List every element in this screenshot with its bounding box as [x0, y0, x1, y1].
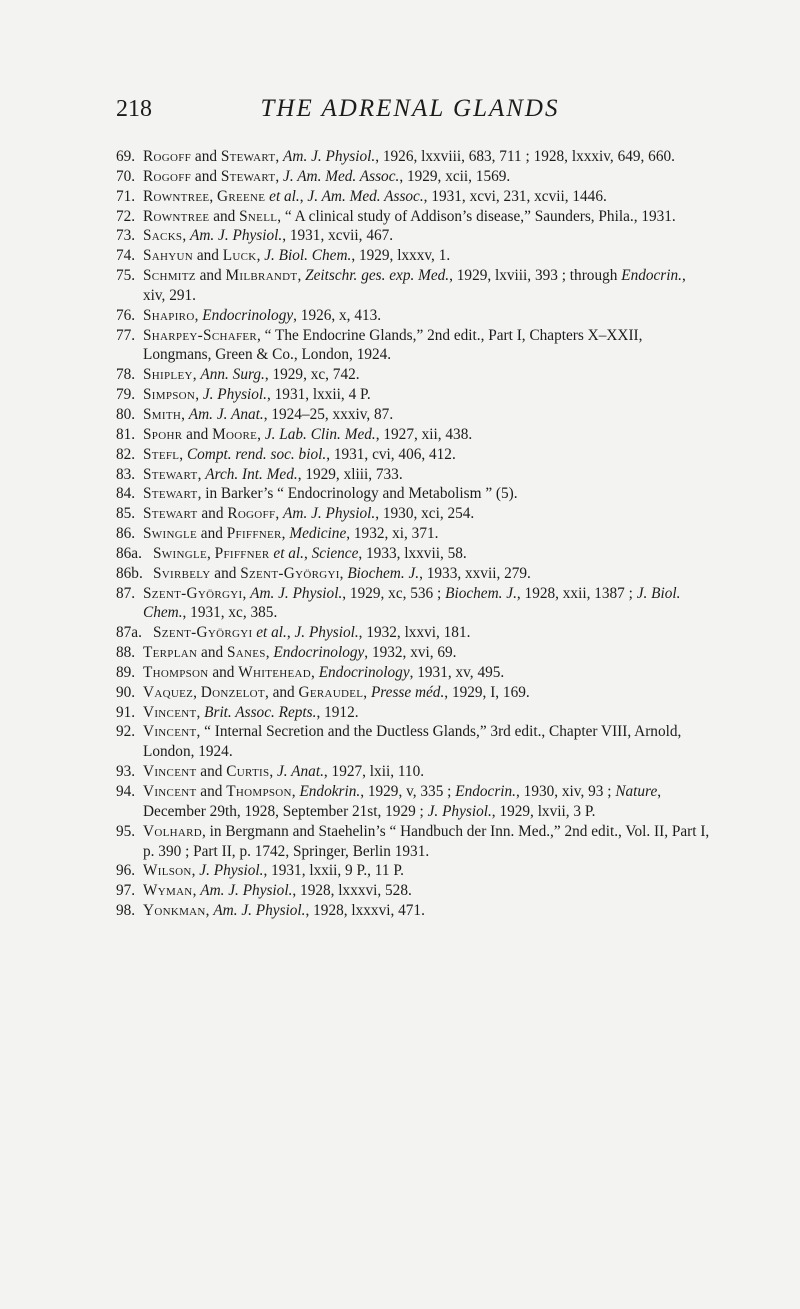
citation-text: , [297, 267, 306, 285]
reference-entry [116, 524, 711, 544]
author-name: Wilson [143, 862, 192, 880]
reference-number: 87. [116, 584, 136, 602]
reference-number: 83. [116, 465, 136, 483]
reference-number: 81. [116, 425, 136, 443]
citation-text: , [256, 247, 265, 265]
citation-text: and [195, 267, 226, 285]
reference-text [143, 703, 711, 723]
journal-title: Endocrin. [621, 267, 682, 285]
citation-text: , 1929, lxvii, 3 P. [491, 802, 596, 820]
reference-entry [116, 326, 711, 366]
author-name: Greene [217, 187, 266, 205]
citation-text: , [242, 584, 251, 602]
reference-text [143, 187, 711, 207]
citation-text: , 1931, xv, 495. [409, 663, 505, 681]
reference-number: 91. [116, 703, 136, 721]
author-name: Stewart [143, 485, 198, 503]
author-name: Szent-Györgyi [143, 584, 243, 602]
citation-text: and [193, 247, 223, 265]
author-name: Snell [239, 207, 278, 225]
reference-text [153, 544, 711, 564]
reference-entry [116, 246, 711, 266]
reference-number: 82. [116, 445, 136, 463]
citation-text: and [196, 525, 227, 543]
reference-number: 89. [116, 663, 136, 681]
author-name: Milbrandt [225, 267, 298, 285]
reference-entry [116, 584, 711, 624]
journal-title: Am. J. Physiol. [213, 902, 306, 920]
author-name: Rogoff [143, 167, 192, 185]
author-name: Swingle [153, 544, 207, 562]
author-name: Luck [222, 247, 257, 265]
journal-title: J. Physiol. [199, 862, 264, 880]
author-name: Vincent [143, 783, 197, 800]
reference-entry [116, 425, 711, 445]
author-name: Curtis [226, 763, 270, 781]
reference-entry [116, 703, 711, 723]
author-name: Spohr [143, 425, 183, 443]
reference-entry [116, 207, 711, 227]
journal-title: Presse méd. [370, 683, 445, 701]
author-name: Swingle [143, 525, 197, 543]
citation-text: , [265, 644, 274, 662]
reference-text [143, 484, 711, 504]
reference-number: 90. [116, 683, 136, 701]
reference-entry [116, 623, 711, 643]
reference-text [143, 226, 711, 246]
author-name: Stewart [220, 148, 276, 165]
reference-text [143, 584, 711, 624]
reference-entry [116, 167, 711, 187]
reference-entry [116, 365, 711, 385]
citation-text: , 1929, xcii, 1569. [399, 167, 511, 185]
citation-text: and [197, 644, 227, 662]
reference-number: 78. [116, 366, 136, 384]
citation-text: , [286, 624, 295, 642]
reference-entry [116, 722, 711, 762]
journal-title: Compt. rend. soc. biol. [186, 445, 327, 463]
author-name: Pfiffner [226, 525, 282, 543]
author-name: Shipley [143, 366, 193, 384]
citation-text: , in Barker’s “ Endocrinology and Metabolism ” (5). [197, 485, 518, 503]
author-name: Schmitz [143, 267, 196, 285]
reference-number: 84. [116, 485, 136, 503]
journal-title: et al. [256, 624, 287, 642]
page-header [116, 92, 704, 126]
author-name: Vincent [143, 723, 197, 741]
journal-title: et al. [273, 544, 304, 562]
journal-title: Endocrinology [273, 644, 365, 662]
author-name: Donzelot [200, 683, 265, 701]
citation-text: , [191, 862, 200, 880]
reference-number: 92. [116, 723, 136, 741]
citation-text: , in Bergmann and Staehelin’s “ Handbuch der Inn. Med.,” 2nd edit., Vol. II, Part I, p. 390 ; Part II, p. 1742, Springer, Berlin 1931. [143, 822, 710, 860]
citation-text: , “ Internal Secretion and the Ductless Glands,” 3rd edit., Chapter VIII, Arnold, London, 1924. [143, 723, 682, 761]
author-name: Thompson [226, 783, 292, 800]
citation-text: , 1931, xcvii, 467. [282, 227, 394, 245]
reference-number: 96. [116, 862, 136, 880]
journal-title: Biochem. J. [347, 564, 420, 582]
author-name: Rogoff [227, 505, 276, 523]
reference-text [143, 207, 711, 227]
author-name: Sahyun [143, 247, 194, 265]
citation-text: , [192, 366, 201, 384]
citation-text: , “ The Endocrine Glands,” 2nd edit., Part I, Chapters X–XXII, Longmans, Green & Co., London, 1924. [143, 326, 643, 364]
citation-text: and [209, 207, 240, 225]
citation-text: , [363, 683, 371, 701]
journal-title: Am. J. Physiol. [200, 882, 293, 900]
citation-text: and [191, 167, 221, 185]
author-name: Vincent [143, 703, 197, 721]
reference-entry [116, 881, 711, 901]
reference-entry [116, 544, 711, 564]
journal-title: Am. J. Anat. [188, 405, 264, 423]
reference-number: 76. [116, 306, 136, 324]
reference-text [143, 425, 711, 445]
journal-title: Zeitschr. ges. exp. Med. [305, 267, 450, 285]
reference-number: 88. [116, 644, 136, 662]
reference-text [143, 306, 711, 326]
citation-text: , [179, 445, 187, 463]
citation-text: , [195, 386, 203, 404]
reference-entry [116, 861, 711, 881]
reference-number: 72. [116, 207, 136, 225]
journal-title: Am. J. Physiol. [250, 584, 343, 602]
citation-text: , 1931, lxxii, 4 P. [267, 386, 371, 404]
reference-entry [116, 663, 711, 683]
citation-text: , [182, 227, 191, 245]
reference-number: 70. [116, 167, 136, 185]
citation-text: , 1929, xc, 742. [264, 366, 360, 384]
citation-text: , 1930, xiv, 93 ; [516, 783, 616, 800]
citation-text: , 1928, lxxxvi, 528. [292, 882, 412, 900]
author-name: Rowntree [143, 187, 210, 205]
journal-title: J. Physiol. [202, 386, 267, 404]
reference-number: 97. [116, 882, 136, 900]
reference-text [143, 365, 711, 385]
journal-title: Ann. Surg. [200, 366, 265, 384]
citation-text: , 1924–25, xxxiv, 87. [263, 405, 394, 423]
author-name: Geraudel [298, 683, 364, 701]
citation-text: , 1932, xvi, 69. [364, 644, 457, 662]
reference-number: 80. [116, 405, 136, 423]
citation-text: , [299, 187, 308, 205]
citation-text: , 1933, lxxvii, 58. [358, 544, 467, 562]
citation-text: , 1928, xxii, 1387 ; [516, 584, 637, 602]
citation-text: , 1931, lxxii, 9 P., 11 P. [263, 862, 404, 880]
citation-text: , [193, 683, 201, 701]
citation-text: , [209, 187, 218, 205]
journal-title: J. Anat. [277, 763, 324, 781]
journal-title: J. Physiol. [427, 802, 492, 820]
citation-text: , 1929, xliii, 733. [297, 465, 403, 483]
citation-text: , [205, 902, 214, 920]
citation-text: , 1929, lxviii, 393 ; through [449, 267, 622, 285]
citation-text: , [194, 306, 203, 324]
reference-entry [116, 564, 711, 584]
citation-text: , 1932, lxxvi, 181. [358, 624, 471, 642]
citation-text: and [182, 425, 213, 443]
reference-text [143, 326, 711, 366]
reference-entry [116, 306, 711, 326]
reference-number: 87a. [116, 624, 142, 642]
reference-entry [116, 683, 711, 703]
reference-entry [116, 187, 711, 207]
journal-title: Endokrin. [299, 783, 361, 800]
author-name: Vaquez [143, 683, 194, 701]
citation-text: , 1930, xci, 254. [375, 505, 475, 523]
citation-text: , 1931, xc, 385. [182, 604, 278, 622]
reference-entry [116, 504, 711, 524]
citation-text: , [275, 167, 284, 185]
citation-text: and [191, 148, 221, 165]
author-name: Rogoff [143, 148, 192, 165]
reference-entry [116, 385, 711, 405]
reference-text [143, 524, 711, 544]
citation-text: , [269, 763, 278, 781]
author-name: Volhard [143, 822, 202, 840]
author-name: Yonkman [143, 902, 206, 920]
journal-title: J. Biol. Chem. [264, 247, 352, 265]
reference-number: 77. [116, 326, 136, 344]
reference-entry [116, 147, 711, 167]
reference-entry [116, 266, 711, 306]
author-name: Smith [143, 405, 182, 423]
citation-text: , [275, 505, 284, 523]
author-name: Wyman [143, 882, 193, 900]
author-name: Pfiffner [214, 544, 270, 562]
citation-text: , 1926, lxxviii, 683, 711 ; 1928, lxxxiv, 649, 660. [375, 148, 675, 165]
running-title: THE ADRENAL GLANDS [260, 95, 560, 122]
reference-text [143, 643, 711, 663]
citation-text: , [192, 882, 201, 900]
author-name: Whitehead [238, 663, 312, 681]
reference-text [143, 762, 711, 782]
reference-text [143, 147, 711, 167]
reference-entry [116, 484, 711, 504]
author-name: Thompson [143, 663, 209, 681]
reference-text [143, 683, 711, 703]
citation-text: , 1927, xii, 438. [375, 425, 473, 443]
author-name: Terplan [143, 644, 198, 662]
citation-text: , [339, 564, 348, 582]
journal-title: J. Physiol. [294, 624, 359, 642]
reference-number: 75. [116, 267, 136, 285]
reference-entry [116, 405, 711, 425]
citation-text: , 1912. [316, 703, 359, 721]
author-name: Sacks [143, 227, 183, 245]
author-name: Szent-Györgyi [153, 624, 253, 642]
reference-entry [116, 445, 711, 465]
reference-text [143, 405, 711, 425]
reference-number: 94. [116, 783, 136, 800]
author-name: Rowntree [143, 207, 210, 225]
reference-text [153, 564, 711, 584]
reference-text [143, 385, 711, 405]
journal-title: Endocrinology [202, 306, 294, 324]
reference-entry [116, 782, 711, 822]
reference-text [143, 167, 711, 187]
citation-text: , [311, 663, 319, 681]
reference-text [143, 246, 711, 266]
journal-title: J. Am. Med. Assoc. [283, 167, 400, 185]
reference-text [143, 465, 711, 485]
journal-title: Biochem. J. [445, 584, 517, 602]
citation-text: , 1929, lxxxv, 1. [351, 247, 451, 265]
reference-number: 86b. [116, 564, 143, 582]
reference-number: 69. [116, 148, 136, 165]
author-name: Stewart [143, 465, 198, 483]
citation-text: , 1927, lxii, 110. [323, 763, 425, 781]
reference-text [143, 504, 711, 524]
author-name: Sanes [226, 644, 266, 662]
reference-entry [116, 465, 711, 485]
reference-text [153, 623, 711, 643]
reference-number: 98. [116, 902, 136, 920]
journal-title: Nature [615, 783, 658, 800]
citation-text: , [281, 525, 290, 543]
journal-title: Am. J. Physiol. [283, 148, 376, 165]
journal-title: Am. J. Physiol. [283, 505, 376, 523]
citation-text: , “ A clinical study of Addison’s disease,” Saunders, Phila., 1931. [277, 207, 676, 225]
reference-text [143, 881, 711, 901]
reference-number: 79. [116, 386, 136, 404]
reference-number: 85. [116, 505, 136, 523]
journal-title: J. Lab. Clin. Med. [264, 425, 376, 443]
reference-text [143, 861, 711, 881]
reference-entry [116, 226, 711, 246]
journal-title: Science [311, 544, 359, 562]
journal-title: Medicine [289, 525, 347, 543]
journal-title: Am. J. Physiol. [190, 227, 283, 245]
citation-text: , 1931, xcvi, 231, xcvii, 1446. [423, 187, 607, 205]
reference-number: 95. [116, 822, 136, 840]
journal-title: J. Biol. Chem. [143, 584, 681, 622]
citation-text: , [197, 465, 206, 483]
author-name: Stefl [143, 445, 180, 463]
reference-text [143, 663, 711, 683]
reference-entry [116, 901, 711, 921]
reference-number: 86a. [116, 544, 142, 562]
reference-entry [116, 762, 711, 782]
reference-number: 93. [116, 763, 136, 781]
citation-text: , 1929, v, 335 ; [360, 783, 456, 800]
citation-text: and [196, 763, 227, 781]
citation-text: , [275, 148, 284, 165]
reference-text [143, 782, 711, 822]
citation-text: , 1928, lxxxvi, 471. [305, 902, 425, 920]
author-name: Sharpey-Schafer [143, 326, 258, 344]
journal-title: Endocrin. [455, 783, 517, 800]
citation-text: , 1932, xi, 371. [346, 525, 439, 543]
journal-title: Endocrinology [318, 663, 410, 681]
citation-text: , [181, 405, 189, 423]
reference-list [116, 147, 711, 921]
author-name: Svirbely [153, 564, 211, 582]
reference-text [143, 445, 711, 465]
journal-title: et al. [269, 187, 300, 205]
citation-text: and [197, 505, 228, 523]
author-name: Vincent [143, 763, 197, 781]
author-name: Simpson [143, 386, 196, 404]
journal-title: J. Am. Med. Assoc. [307, 187, 424, 205]
author-name: Shapiro [143, 306, 195, 324]
citation-text: , 1933, xxvii, 279. [419, 564, 531, 582]
reference-number: 73. [116, 227, 136, 245]
author-name: Stewart [143, 505, 198, 523]
journal-title: Brit. Assoc. Repts. [204, 703, 317, 721]
author-name: Szent-Györgyi [240, 564, 340, 582]
reference-text [143, 822, 711, 862]
citation-text: , [291, 783, 300, 800]
citation-text: , [206, 544, 215, 562]
citation-text: and [196, 783, 227, 800]
reference-text [143, 266, 711, 306]
citation-text: , [304, 544, 312, 562]
citation-text: , 1931, cvi, 406, 412. [326, 445, 456, 463]
author-name: Stewart [220, 167, 276, 185]
citation-text: , and [264, 683, 299, 701]
citation-text: , 1926, x, 413. [293, 306, 382, 324]
citation-text: , xiv, 291. [143, 267, 686, 304]
author-name: Moore [212, 425, 258, 443]
reference-number: 86. [116, 525, 136, 543]
page-number: 218 [116, 96, 152, 122]
reference-entry [116, 643, 711, 663]
journal-title: Arch. Int. Med. [205, 465, 298, 483]
reference-number: 74. [116, 247, 136, 265]
reference-entry [116, 822, 711, 862]
citation-text: , December 29th, 1928, September 21st, 1929 ; [143, 783, 662, 820]
reference-text [143, 722, 711, 762]
citation-text: and [208, 663, 239, 681]
citation-text: , 1929, xc, 536 ; [342, 584, 446, 602]
reference-number: 71. [116, 187, 136, 205]
citation-text: , [257, 425, 265, 443]
citation-text: and [210, 564, 241, 582]
reference-text [143, 901, 711, 921]
citation-text: , 1929, I, 169. [444, 683, 530, 701]
citation-text: , [196, 703, 205, 721]
